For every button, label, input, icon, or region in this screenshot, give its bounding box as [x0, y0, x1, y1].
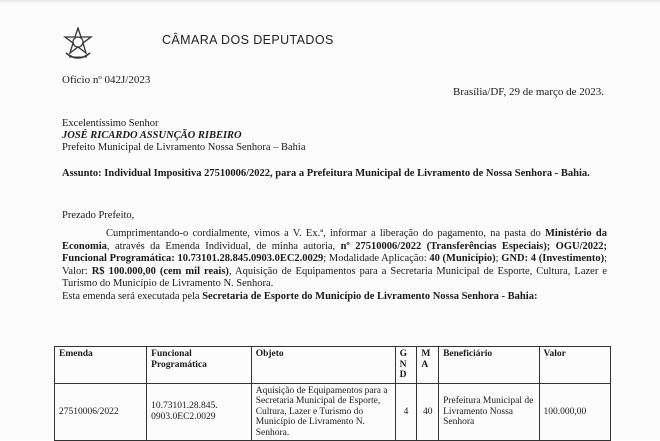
- cell-objeto: Aquisição de Equipamentos para a Secretaria Municipal de Esporte, Cultura, Lazer e Turismo do Município de Livramento N. Senhora.: [251, 383, 395, 441]
- recipient-name: JOSÉ RICARDO ASSUNÇÃO RIBEIRO: [62, 130, 242, 141]
- col-header-ma: M A: [417, 347, 439, 384]
- institution-name: CÂMARA DOS DEPUTADOS: [162, 33, 334, 47]
- table-row: [55, 383, 611, 441]
- body-paragraph-2: Esta emenda será executada pela Secretaria de Esporte do Município de Livramento Nossa Senhora - Bahia:: [62, 290, 538, 302]
- scan-edge-shadow: [0, 0, 660, 4]
- col-header-beneficiario: Beneficiário: [439, 347, 539, 384]
- col-header-funcional: Funcional Programática: [147, 347, 252, 384]
- coat-of-arms-icon: [62, 27, 94, 63]
- cell-emenda: 27510006/2022: [55, 383, 147, 441]
- body-paragraph-1: Cumprimentando-o cordialmente, vimos a V. Ex.ª, informar a liberação do pagamento, na pasta do Ministério da Economia, através da Emenda Individual, de minha autoria, nº 27510006/2022 (Transferências Especiais); OGU/2022; Funcional Programática: 10.73101.28.845.0903.0EC2.0029; Modalidade Aplicação: 40 (Município); GND: 4 (Investimento); Valor: R$ 100.000,00 (cem mil reais), Aquisição de Equipamentos para a Secretaria Municipal de Esporte, Cultura, Lazer e Turismo do Município de Livramento N. Senhora.: [62, 228, 608, 290]
- greeting: Prezado Prefeito,: [62, 210, 135, 221]
- col-header-emenda: Emenda: [55, 347, 147, 384]
- col-header-objeto: Objeto: [251, 347, 395, 384]
- cell-gnd: 4: [395, 383, 417, 441]
- office-number: Ofício nº 042J/2023: [62, 74, 151, 86]
- col-header-gnd: G N D: [395, 347, 417, 384]
- subject-line: Assunto: Individual Impositiva 27510006/2022, para a Prefeitura Municipal de Livramento de Nossa Senhora - Bahia.: [62, 168, 590, 179]
- cell-valor: 100.000,00: [539, 383, 611, 441]
- recipient-block: [62, 118, 305, 154]
- letter-body: [62, 228, 607, 304]
- salutation-title: Excelentíssimo Senhor: [62, 118, 159, 129]
- cell-beneficiario: Prefeitura Municipal de Livramento Nossa Senhora: [439, 383, 539, 441]
- table-header-row: [55, 347, 611, 384]
- col-header-valor: Valor: [539, 347, 611, 384]
- document-date: Brasília/DF, 29 de março de 2023.: [453, 86, 604, 98]
- recipient-role: Prefeito Municipal de Livramento Nossa Senhora – Bahia: [62, 142, 306, 153]
- cell-funcional: 10.73101.28.845. 0903.0EC2.0029: [147, 383, 252, 441]
- amendment-table: [54, 346, 611, 441]
- cell-ma: 40: [417, 383, 439, 441]
